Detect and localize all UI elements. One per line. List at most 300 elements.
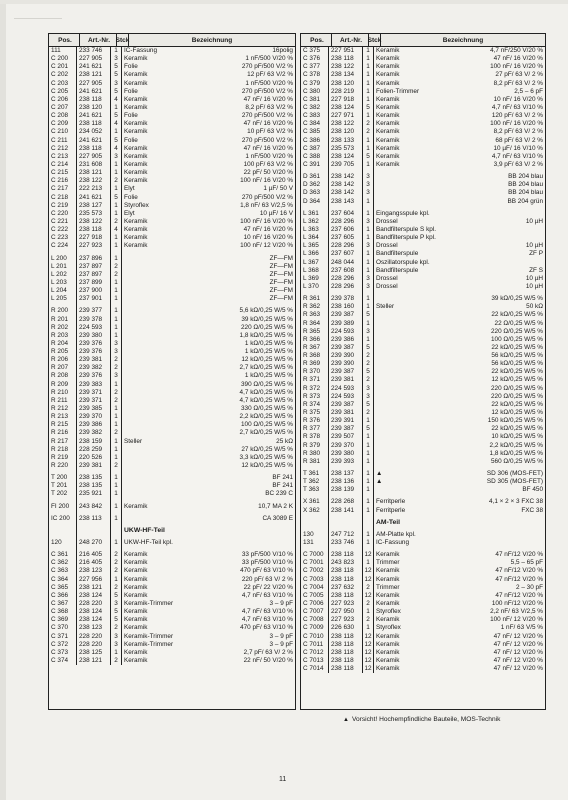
cell-stck: 1 [363, 47, 374, 55]
cell-bezeichnung [374, 250, 545, 258]
cell-stck: 4 [111, 96, 122, 104]
part-value: 10 pF/ 63 V/2 % [247, 128, 293, 136]
table-row [49, 657, 295, 665]
table-row [301, 531, 545, 539]
cell-art-nr: 238 118 [77, 145, 111, 153]
cell-art-nr: 216 405 [77, 551, 111, 559]
part-name: Keramik [124, 234, 148, 242]
cell-bezeichnung [374, 145, 545, 153]
cell-stck: 1 [111, 242, 122, 250]
cell-pos: C 7000 [301, 551, 329, 559]
cell-pos: C 362 [49, 559, 77, 567]
part-name: Bandfilterspule [376, 250, 419, 258]
cell-stck: 1 [111, 202, 122, 210]
table-row [49, 161, 295, 169]
cell-bezeichnung [122, 185, 295, 193]
table-row [49, 316, 295, 324]
cell-art-nr: 239 376 [77, 372, 111, 380]
part-value: BB 204 blau [508, 181, 543, 189]
cell-stck: 12 [363, 633, 374, 641]
cell-stck: 1 [111, 161, 122, 169]
part-name: Drossel [376, 217, 398, 225]
cell-stck: 12 [363, 641, 374, 649]
cell-bezeichnung [374, 283, 545, 291]
table-row [301, 665, 545, 673]
cell-art-nr: 238 122 [329, 120, 363, 128]
cell-bezeichnung [122, 389, 295, 397]
cell-pos: C 213 [49, 153, 77, 161]
cell-stck: 5 [111, 88, 122, 96]
cell-pos: L 204 [49, 287, 77, 295]
cell-pos: C 209 [49, 120, 77, 128]
cell-pos: C 211 [49, 137, 77, 145]
cell-art-nr: 239 389 [329, 320, 363, 328]
cell-stck: 1 [363, 417, 374, 425]
table-row [49, 194, 295, 202]
table-row [49, 128, 295, 136]
cell-pos: C 373 [49, 649, 77, 657]
part-value: 100 nF/ 16 V/20 % [490, 63, 543, 71]
part-value: 10 µH [525, 274, 543, 282]
table-row [49, 608, 295, 616]
cell-stck [111, 527, 122, 535]
cell-stck: 1 [111, 421, 122, 429]
cell-art-nr: 238 127 [77, 202, 111, 210]
cell-bezeichnung [374, 624, 545, 632]
cell-pos: C 371 [49, 633, 77, 641]
cell-stck: 1 [363, 531, 374, 539]
part-value: 47 nF/12 V/20 % [495, 551, 543, 559]
part-name: Keramik [376, 632, 400, 640]
part-value: 220 Ω/0,25 W/5 % [490, 392, 543, 400]
table-row [49, 47, 295, 55]
cell-art-nr: 238 141 [329, 507, 363, 515]
cell-stck: 5 [363, 401, 374, 409]
part-name: Bandfilterspule S kpl. [376, 225, 437, 233]
cell-art-nr: 233 746 [329, 539, 363, 547]
part-value: 47 nF/12 V/20 % [495, 567, 543, 575]
table-row [301, 401, 545, 409]
cell-stck: 1 [363, 458, 374, 466]
part-name: Keramik [376, 152, 400, 160]
cell-bezeichnung [122, 47, 295, 55]
part-name: Eingangsspule kpl. [376, 209, 430, 217]
table-row [301, 470, 545, 478]
cell-bezeichnung [122, 438, 295, 446]
cell-bezeichnung [374, 657, 545, 665]
cell-bezeichnung [374, 96, 545, 104]
part-value: 47 nF/12 V/20 % [495, 591, 543, 599]
cell-art-nr: 227 923 [329, 616, 363, 624]
table-row [49, 112, 295, 120]
part-value: 470 pF/ 63 V/10 % [240, 624, 293, 632]
cell-stck: 2 [111, 397, 122, 405]
part-value: 4,7 kΩ/0,25 W/5 % [239, 388, 293, 396]
cell-pos: C 7004 [301, 584, 329, 592]
cell-bezeichnung [122, 234, 295, 242]
cell-bezeichnung [122, 177, 295, 185]
cell-bezeichnung [122, 145, 295, 153]
cell-art-nr: 238 120 [77, 104, 111, 112]
table-row [49, 295, 295, 303]
cell-stck: 5 [363, 425, 374, 433]
part-value: 3,3 kΩ/0,25 W/5 % [239, 453, 293, 461]
cell-pos: R 216 [49, 429, 77, 437]
cell-art-nr: 239 387 [329, 311, 363, 319]
header-bezeichnung: Bezeichnung [442, 36, 484, 44]
cell-bezeichnung [374, 80, 545, 88]
part-name: Keramik [124, 71, 148, 79]
cell-bezeichnung [374, 665, 545, 673]
cell-bezeichnung [122, 161, 295, 169]
cell-bezeichnung [122, 218, 295, 226]
cell-art-nr: 224 593 [329, 385, 363, 393]
cell-art-nr: 238 125 [77, 649, 111, 657]
cell-pos: C 7007 [301, 608, 329, 616]
cell-stck: 5 [111, 194, 122, 202]
cell-bezeichnung [122, 295, 295, 303]
cell-stck: 12 [363, 576, 374, 584]
part-value: 4,1 × 2 × 3 FXC 38 [489, 498, 543, 506]
cell-bezeichnung [374, 486, 545, 494]
cell-art-nr: 239 378 [329, 295, 363, 303]
cell-pos: D 364 [301, 198, 329, 206]
cell-pos: R 212 [49, 405, 77, 413]
cell-pos: C 207 [49, 104, 77, 112]
table-row [301, 486, 545, 494]
cell-bezeichnung [374, 242, 545, 250]
cell-pos: X 361 [301, 498, 329, 506]
part-name: Ferritperle [376, 498, 406, 506]
cell-pos: R 206 [49, 356, 77, 364]
cell-stck: 3 [363, 181, 374, 189]
part-value: 12 kΩ/0,25 W/5 % [241, 356, 293, 364]
table-row [301, 559, 545, 567]
table-row [301, 303, 545, 311]
cell-stck: 5 [363, 344, 374, 352]
cell-stck: 3 [111, 633, 122, 641]
cell-stck: 2 [111, 263, 122, 271]
cell-stck: 3 [111, 153, 122, 161]
cell-art-nr: 237 632 [329, 584, 363, 592]
cell-bezeichnung [122, 104, 295, 112]
cell-art-nr: 238 139 [329, 486, 363, 494]
table-row [49, 482, 295, 490]
cell-bezeichnung [374, 344, 545, 352]
cell-stck: 1 [363, 486, 374, 494]
cell-stck: 1 [111, 104, 122, 112]
part-value: BB 204 blau [508, 173, 543, 181]
cell-stck: 3 [363, 328, 374, 336]
part-name: Bandfilterspule P kpl. [376, 234, 436, 242]
cell-art-nr: 239 391 [329, 417, 363, 425]
table-row [49, 210, 295, 218]
part-value: 4,7 kΩ/0,25 W/5 % [239, 396, 293, 404]
cell-pos: C 7012 [301, 649, 329, 657]
cell-art-nr: 227 905 [77, 80, 111, 88]
table-row [49, 592, 295, 600]
table-row [301, 295, 545, 303]
cell-stck: 4 [111, 226, 122, 234]
part-value: 3 – 9 pF [269, 632, 293, 640]
cell-pos: R 380 [301, 450, 329, 458]
cell-art-nr: 238 135 [77, 474, 111, 482]
cell-pos: C 7002 [301, 567, 329, 575]
cell-bezeichnung [122, 226, 295, 234]
cell-stck: 12 [363, 592, 374, 600]
cell-stck: 5 [363, 368, 374, 376]
cell-pos: C 380 [301, 88, 329, 96]
cell-art-nr: 239 507 [329, 433, 363, 441]
cell-bezeichnung [374, 137, 545, 145]
part-name: Keramik [376, 136, 400, 144]
cell-stck: 3 [111, 372, 122, 380]
cell-pos: C 215 [49, 169, 77, 177]
cell-stck: 1 [363, 320, 374, 328]
cell-pos: C 374 [49, 657, 77, 665]
part-value: 4,7 nF/ 63 V/10 % [491, 152, 543, 160]
cell-bezeichnung [374, 88, 545, 96]
cell-art-nr: 226 630 [329, 624, 363, 632]
part-value: 2,5 – 6 pF [514, 87, 543, 95]
table-row [301, 320, 545, 328]
cell-bezeichnung [374, 112, 545, 120]
part-value: 100 nF/12 V/20 % [491, 600, 543, 607]
cell-stck: 1 [363, 608, 374, 616]
cell-bezeichnung [122, 446, 295, 454]
cell-bezeichnung [122, 397, 295, 405]
cell-pos: C 212 [49, 145, 77, 153]
cell-art-nr: 241 621 [77, 88, 111, 96]
cell-bezeichnung [374, 531, 545, 539]
cell-art-nr: 228 219 [329, 88, 363, 96]
cell-bezeichnung [374, 259, 545, 267]
cell-bezeichnung [374, 226, 545, 234]
part-value: 100 nF/ 16 V/20 % [490, 120, 543, 128]
part-name: Keramik [376, 79, 400, 87]
cell-stck: 3 [363, 173, 374, 181]
cell-stck: 3 [111, 348, 122, 356]
cell-art-nr: 235 573 [329, 145, 363, 153]
cell-art-nr: 238 122 [329, 63, 363, 71]
table-row [49, 104, 295, 112]
table-row [301, 352, 545, 360]
cell-bezeichnung [122, 169, 295, 177]
table-row [301, 478, 545, 486]
cell-art-nr: 227 923 [77, 242, 111, 250]
cell-bezeichnung [374, 425, 545, 433]
cell-pos: C 7006 [301, 600, 329, 608]
cell-art-nr: 238 142 [329, 181, 363, 189]
cell-stck: 12 [363, 567, 374, 575]
cell-stck: 2 [111, 429, 122, 437]
table-row [301, 417, 545, 425]
part-value: SD 306 (MOS-FET) [486, 470, 543, 478]
cell-art-nr: 237 901 [77, 295, 111, 303]
cell-pos: C 220 [49, 210, 77, 218]
cell-art-nr [77, 527, 111, 535]
cell-art-nr: 239 387 [329, 344, 363, 352]
cell-art-nr: 237 606 [329, 226, 363, 234]
part-name: Keramik [376, 55, 400, 63]
cell-pos: R 368 [301, 352, 329, 360]
part-value: 1 µF/ 50 V [263, 185, 293, 193]
cell-stck: 3 [363, 218, 374, 226]
cell-stck: 4 [111, 120, 122, 128]
cell-pos: C 7005 [301, 592, 329, 600]
cell-bezeichnung [374, 567, 545, 575]
part-name: Keramik [124, 144, 148, 152]
cell-art-nr: 227 918 [329, 96, 363, 104]
part-name: ▲ [376, 478, 383, 486]
part-value: 3,9 pF/ 63 V/ 2 % [493, 160, 543, 168]
cell-stck: 3 [111, 340, 122, 348]
cell-bezeichnung [122, 271, 295, 279]
cell-pos: R 379 [301, 442, 329, 450]
cell-pos: L 200 [49, 255, 77, 263]
cell-stck: 2 [111, 624, 122, 632]
part-name: Keramik [376, 648, 400, 656]
cell-bezeichnung [122, 576, 295, 584]
cell-pos: R 217 [49, 438, 77, 446]
cell-stck: 12 [363, 551, 374, 559]
cell-art-nr: 243 823 [329, 559, 363, 567]
table-row [301, 267, 545, 275]
cell-stck: 1 [111, 295, 122, 303]
cell-bezeichnung [374, 478, 545, 486]
table-row [49, 429, 295, 437]
table-row [301, 498, 545, 506]
cell-bezeichnung [122, 454, 295, 462]
table-row [301, 259, 545, 267]
part-value: 270 pF/500 V/2 % [241, 112, 293, 120]
section-title: AM-Teil [376, 518, 401, 526]
table-row [49, 271, 295, 279]
table-row [301, 88, 545, 96]
cell-pos: R 209 [49, 381, 77, 389]
part-value: 22 Ω/0,25 W/5 % [494, 319, 543, 327]
part-value: ZF—FM [269, 254, 293, 262]
table-row [301, 137, 545, 145]
part-value: 8,2 pF/ 63 V/ 2 % [493, 79, 543, 87]
cell-art-nr: 239 376 [77, 340, 111, 348]
part-value: 1 nF/500 V/20 % [245, 55, 293, 63]
cell-pos: C 203 [49, 80, 77, 88]
part-name: Trimmer [376, 559, 400, 567]
part-value: 1 nF/500 V/20 % [245, 79, 293, 87]
cell-bezeichnung [122, 641, 295, 649]
cell-art-nr: 238 118 [329, 576, 363, 584]
cell-bezeichnung [374, 218, 545, 226]
part-value: 2,7 pF/ 63 V/ 2 % [243, 648, 293, 656]
cell-stck: 1 [363, 250, 374, 258]
cell-art-nr: 238 122 [77, 218, 111, 226]
cell-pos: FI 200 [49, 503, 77, 511]
header-stck: Stck [117, 34, 129, 46]
part-name: Keramik [376, 616, 400, 624]
cell-art-nr: 241 621 [77, 112, 111, 120]
part-name: Keramik [124, 567, 148, 575]
part-value: 270 pF/500 V/2 % [241, 87, 293, 95]
cell-stck: 1 [363, 137, 374, 145]
cell-bezeichnung [374, 559, 545, 567]
table-row [49, 413, 295, 421]
cell-bezeichnung [122, 567, 295, 575]
cell-bezeichnung [122, 88, 295, 96]
cell-bezeichnung [374, 393, 545, 401]
cell-bezeichnung [122, 55, 295, 63]
cell-pos: R 213 [49, 413, 77, 421]
table-row [301, 210, 545, 218]
cell-art-nr: 238 124 [329, 104, 363, 112]
part-value: BB 204 grün [507, 197, 543, 205]
part-value: 22 kΩ/0,25 W/5 % [491, 343, 543, 351]
part-name: Keramik [376, 112, 400, 120]
cell-art-nr: 237 605 [329, 234, 363, 242]
cell-pos: L 361 [301, 210, 329, 218]
cell-pos: C 366 [49, 592, 77, 600]
cell-bezeichnung [122, 96, 295, 104]
part-value: BF 450 [522, 486, 543, 494]
cell-art-nr: 237 604 [329, 210, 363, 218]
part-value: 100 pF/ 63 V/2 % [243, 160, 293, 168]
table-row [49, 88, 295, 96]
cell-art-nr: 239 377 [77, 307, 111, 315]
cell-stck: 1 [363, 433, 374, 441]
cell-bezeichnung [122, 490, 295, 498]
cell-bezeichnung [374, 539, 545, 547]
cell-pos: R 363 [301, 311, 329, 319]
table-row [49, 364, 295, 372]
table-row [49, 202, 295, 210]
cell-stck: 1 [363, 295, 374, 303]
section-title: UKW-HF-Teil [124, 526, 165, 534]
cell-pos: C 7011 [301, 641, 329, 649]
table-row [301, 409, 545, 417]
cell-pos: C 214 [49, 161, 77, 169]
cell-pos: 111 [49, 47, 77, 55]
cell-bezeichnung [374, 104, 545, 112]
cell-art-nr: 228 296 [329, 283, 363, 291]
cell-art-nr: 233 746 [77, 47, 111, 55]
cell-stck: 3 [363, 393, 374, 401]
cell-bezeichnung [374, 275, 545, 283]
cell-stck: 1 [111, 454, 122, 462]
part-name: Keramik [376, 71, 400, 79]
cell-pos: C 221 [49, 218, 77, 226]
cell-stck: 2 [363, 616, 374, 624]
cell-art-nr: 237 900 [77, 287, 111, 295]
cell-bezeichnung [122, 584, 295, 592]
cell-bezeichnung [122, 551, 295, 559]
cell-bezeichnung [374, 442, 545, 450]
part-value: 1,8 kΩ/0,25 W/5 % [489, 449, 543, 457]
cell-stck: 1 [363, 210, 374, 218]
cell-bezeichnung [122, 364, 295, 372]
cell-pos: C 208 [49, 112, 77, 120]
header-bezeichnung: Bezeichnung [191, 36, 233, 44]
cell-bezeichnung [374, 153, 545, 161]
cell-bezeichnung [122, 482, 295, 490]
cell-art-nr: 228 296 [329, 218, 363, 226]
cell-stck: 2 [111, 567, 122, 575]
part-name: Folie [124, 63, 138, 71]
part-value: 47 nF/12 V/20 % [495, 575, 543, 583]
cell-stck: 1 [111, 287, 122, 295]
part-value [430, 259, 543, 267]
cell-stck: 1 [111, 482, 122, 490]
cell-pos: R 205 [49, 348, 77, 356]
